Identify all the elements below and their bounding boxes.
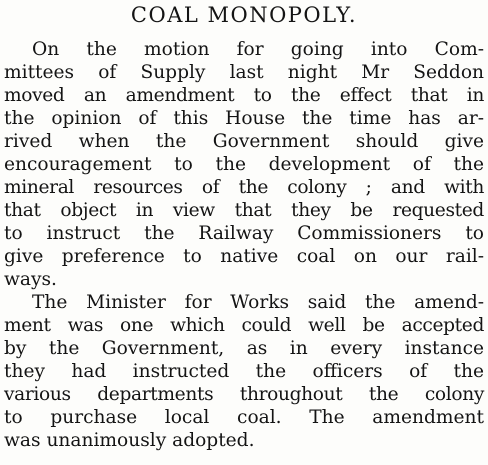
headline: COAL MONOPOLY. bbox=[130, 3, 358, 27]
text-line: mittees of Supply last night Mr Seddon bbox=[4, 62, 484, 83]
text-line: was unanimously adopted. bbox=[4, 430, 255, 451]
text-line: they had instructed the officers of the bbox=[4, 361, 484, 382]
text-line: mineral resources of the colony ; and with bbox=[4, 177, 484, 198]
article-body bbox=[4, 38, 484, 452]
text-line: the opinion of this House the time has ar- bbox=[4, 108, 484, 129]
text-line: On the motion for going into Com- bbox=[32, 39, 484, 60]
text-line: that object in view that they be requested bbox=[4, 200, 484, 221]
text-line: ways. bbox=[4, 269, 57, 290]
text-line: encouragement to the development of the bbox=[4, 154, 484, 175]
paragraph-1 bbox=[4, 38, 484, 291]
text-line: various departments throughout the colony bbox=[4, 384, 484, 405]
text-line: give preference to native coal on our rail- bbox=[4, 246, 484, 267]
text-line: to purchase local coal. The amendment bbox=[4, 407, 484, 428]
text-line: ment was one which could well be accepted bbox=[4, 315, 484, 336]
text-line: The Minister for Works said the amend- bbox=[32, 292, 484, 313]
text-line: by the Government, as in every instance bbox=[4, 338, 484, 359]
text-line: rived when the Government should give bbox=[4, 131, 484, 152]
paragraph-2 bbox=[4, 291, 484, 452]
text-line: moved an amendment to the effect that in bbox=[4, 85, 484, 106]
text-line: to instruct the Railway Commissioners to bbox=[4, 223, 484, 244]
